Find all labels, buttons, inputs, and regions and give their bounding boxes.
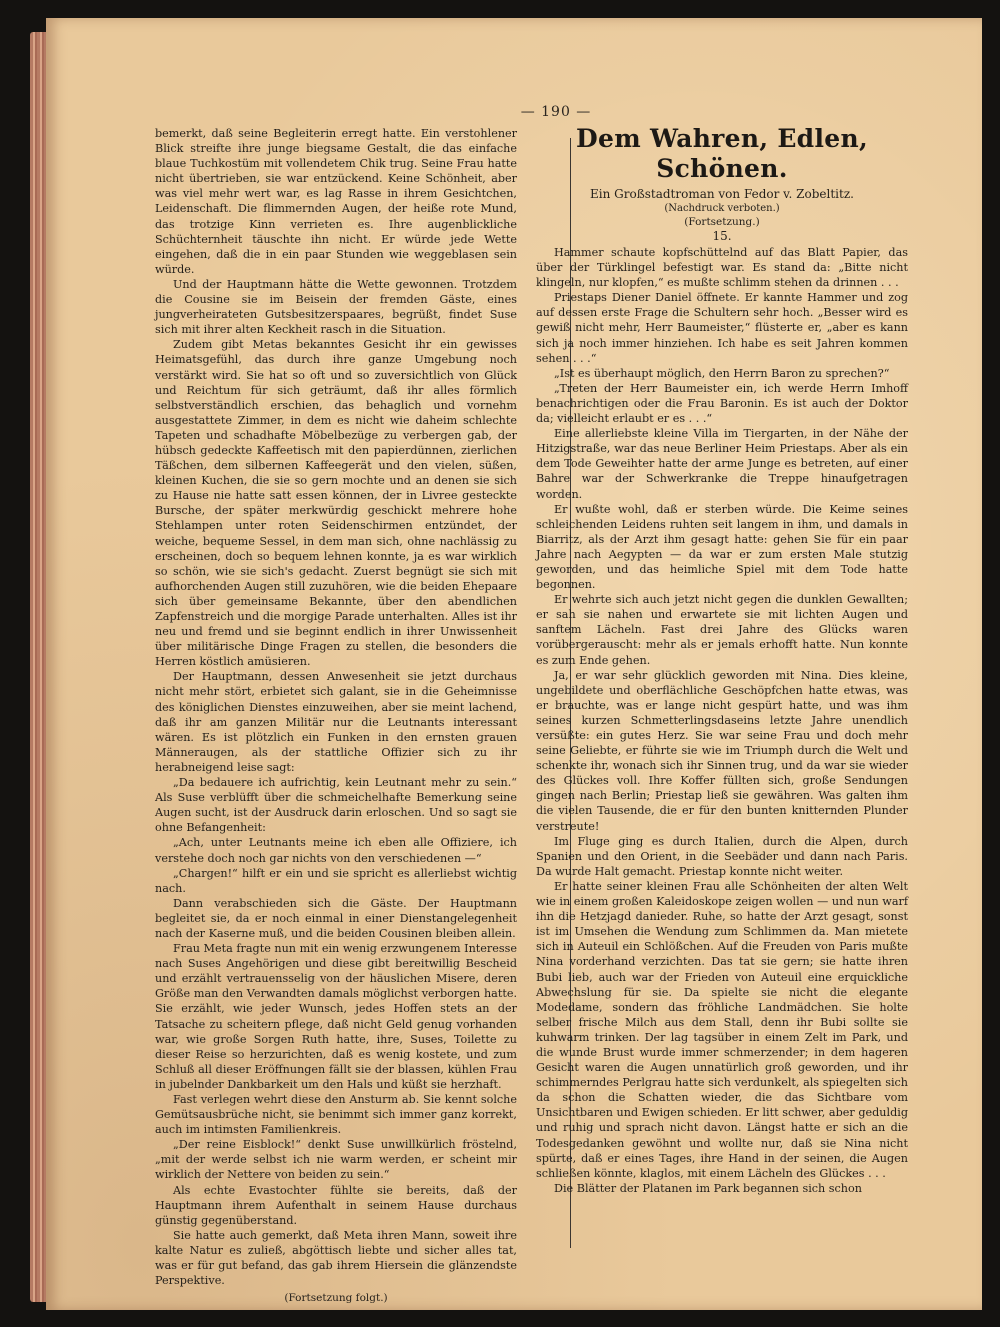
paragraph: Hammer schaute kopfschüttelnd auf das Blatt Papier, das über der Türklingel befestigt war. Es stand da: „Bitte nicht klingeln, nur klopfen,“ es mußte schlimm stehen da drinnen . . . (536, 246, 908, 290)
paragraph: Er wußte wohl, daß er sterben würde. Die Keime seines schleichenden Leidens ruhten seit langem in ihm, und damals in Biarritz, als der Arzt ihm gesagt hatte: gehen Sie für ein paar Jahre nach Aegypten — da war er zum ersten Male stutzig geworden, und das heimliche Spiel mit dem Tode hatte begonnen. (536, 502, 908, 592)
page-number: — 190 — (520, 104, 592, 120)
paragraph: Dann verabschieden sich die Gäste. Der Hauptmann begleitet sie, da er noch einmal in einer Dienstangelegenheit nach der Kaserne muß, und die beiden Cousinen bleiben allein. (155, 896, 517, 940)
continuation-label: (Fortsetzung.) (684, 216, 760, 228)
chapter-number: 15. (712, 229, 732, 243)
serial-subtitle: Ein Großstadtroman von Fedor v. Zobeltitz. (590, 187, 854, 201)
right-column (536, 122, 908, 1196)
paragraph: „Treten der Herr Baumeister ein, ich werde Herrn Imhoff benachrichtigen oder die Frau Baronin. Es ist auch der Doktor da; vielleicht erlaubt er es . . .“ (536, 381, 908, 426)
paragraph: Als echte Evastochter fühlte sie bereits, daß der Hauptmann ihrem Aufenthalt in seinem Hause durchaus günstig gegenüberstand. (155, 1183, 517, 1227)
paragraph: Im Fluge ging es durch Italien, durch die Alpen, durch Spanien und den Orient, in die Seebäder und dann nach Paris. Da wurde Halt gemacht. Priestap konnte nicht weiter. (536, 834, 908, 878)
paragraph: Er wehrte sich auch jetzt nicht gegen die dunklen Gewallten; er sah sie nahen und erwartete sie mit lichten Augen und sanftem Lächeln. Fast drei Jahre des Glücks waren vorübergerauscht: mehr als er jemals erhofft hatte. Nun konnte es zum Ende gehen. (536, 593, 908, 667)
continuation-note: (Fortsetzung folgt.) (284, 1292, 388, 1305)
paragraph: Fast verlegen wehrt diese den Ansturm ab. Sie kennt solche Gemütsausbrüche nicht, sie benimmt sich immer ganz korrekt, auch im intimsten Familienkreis. (155, 1093, 517, 1137)
paragraph: Er hatte seiner kleinen Frau alle Schönheiten der alten Welt wie in einem großen Kaleidoskope zeigen wollen — und nun warf ihn die Hetzjagd danieder. Ruhe, so hatte der Arzt gesagt, sonst ist im Umsehen die Wendung zum Schlimmen da. Man mietete sich in Auteuil ein Schlößchen. Auf die Freuden von Paris mußte Nina vorderhand verzichten. Das tat sie gern; sie hatte ihren Bubi lieb, auch war der Frieden von Auteuil eine erquickliche Abwechslung für sie. Da spielte sie nicht die elegante Modedame, sondern das fröhliche Landmädchen. Sie holte selber frische Milch aus dem Stall, denn ihr Bubi sollte sie kuhwarm trinken. Der lag tagsüber in einem Zelt im Park, und die wunde Brust wurde immer schmerzender; in dem hageren Gesicht waren die Augen unnatürlich groß geworden, und ihr schimmerndes Perlgrau hatte sich verdunkelt, als spiegelten sich da schon die Schatten wieder, die das Sichtbare vom Unsichtbaren und Ewigen schieden. Er litt schwer, aber geduldig und ruhig und sprach nicht davon. Längst hatte er sich an die Todesgedanken gewöhnt und wollte nur, daß sie Nina nicht spürte, daß er eines Tages, ihre Hand in der seinen, die Augen schließen könnte, klaglos, mit einem Lächeln des Glückes . . . (536, 879, 908, 1180)
paragraph: Und der Hauptmann hätte die Wette gewonnen. Trotzdem die Cousine sie im Beisein der fremden Gäste, eines jungverheirateten Gutsbesitzerspaares, begrüßt, findet Suse sich mit ihrer alten Keckheit rasch in die Situation. (155, 277, 517, 337)
paragraph: „Chargen!“ hilft er ein und sie spricht es allerliebst wichtig nach. (155, 866, 517, 895)
paragraph: Zudem gibt Metas bekanntes Gesicht ihr ein gewisses Heimatsgefühl, das durch ihre ganze Umgebung noch verstärkt wird. Sie hat so oft und so zuversichtlich von Glück und Reichtum für sich geträumt, daß ihr alles förmlich selbstverständlich erschien, das behaglich und vornehm ausgestattete Zimmer, in dem es nicht wie daheim schlechte Tapeten und schadhafte Möbelbezüge zu verbergen gab, der hübsch gedeckte Kaffeetisch mit den papierdünnen, zierlichen Täßchen, dem silbernen Kaffeegerät und den vielen, süßen, kleinen Kuchen, die sie so gern mochte und an denen sie sich zu Hause nie hatte satt essen können, der in Livree gesteckte Bursche, der später merkwürdig geschickt mehrere hohe Stehlampen unter roten Seidenschirmen entzündet, der weiche, bequeme Sessel, in dem man sich, ohne nachlässig zu erscheinen, doch so bequem lehnen konnte, ja es war wirklich so schön, wie sie sich's gedacht. Zuerst begnügt sie sich mit aufhorchenden Augen still zuzuhören, wie die beiden Ehepaare sich über gemeinsame Bekannte, über den abendlichen Zapfenstreich und die morgige Parade unterhalten. Alles ist ihr neu und fremd und sie beginnt endlich in ihrer Unwissenheit über militärische Dinge Fragen zu stellen, die besonders die Herren köstlich amüsieren. (155, 338, 517, 669)
left-column (155, 126, 517, 1306)
paragraph: „Ist es überhaupt möglich, den Herrn Baron zu sprechen?“ (554, 366, 890, 380)
paragraph: „Der reine Eisblock!“ denkt Suse unwillkürlich fröstelnd, „mit der werde selbst ich nie warm werden, er scheint mir wirklich der Nettere von beiden zu sein.“ (155, 1138, 517, 1182)
paragraph: Ja, er war sehr glücklich geworden mit Nina. Dies kleine, ungebildete und oberflächliche Geschöpfchen hatte etwas, was er brauchte, was er lange nicht gespürt hatte, und was ihm seines kurzen Schmetterlingsdaseins letzte Jahre unendlich versüßte: ein gutes Herz. Sie war seine Frau und doch mehr seine Geliebte, er führte sie wie im Triumph durch die Welt und schenkte ihr, wonach sich ihr Sinnen trug, und da war sie wieder des Glückes voll. Ihre Koffer füllten sich, große Sendungen gingen nach Berlin; Priestap ließ sie gewähren. Was galten ihm die vielen Tausende, die er für den bunten knitternden Plunder verstreute! (536, 668, 908, 833)
paragraph: „Da bedauere ich aufrichtig, kein Leutnant mehr zu sein.“ Als Suse verblüfft über die schmeichelhafte Bemerkung seine Augen sucht, ist der Ausdruck darin erloschen. Und so sagt sie ohne Befangenheit: (155, 776, 517, 835)
paragraph: Sie hatte auch gemerkt, daß Meta ihren Mann, soweit ihre kalte Natur es zuließ, abgöttisch liebte und sicher alles tat, was er für gut befand, das gab ihrem Hiersein die glänzendste Perspektive. (155, 1228, 517, 1288)
paragraph: Der Hauptmann, dessen Anwesenheit sie jetzt durchaus nicht mehr stört, erbietet sich galant, sie in die Geheimnisse des königlichen Dienstes einzuweihen, aber sie meint lachend, daß ihr am ganzen Militär nur die Leutnants interessant wären. Es ist plötzlich ein Funken in den ernsten grauen Männeraugen, als der stattliche Offizier sich zu ihr herabneigend leise sagt: (155, 670, 517, 774)
paragraph: Frau Meta fragte nun mit ein wenig erzwungenem Interesse nach Suses Angehörigen und diese gibt bereitwillig Bescheid und erzählt vertrauensselig von der häuslichen Misere, deren Größe man den Verwandten damals möglichst verborgen hatte. Sie erzählt, wie jeder Wunsch, jedes Hoffen stets an der Tatsache zu scheitern pflege, daß nicht Geld genug vorhanden war, wie große Sorgen Ruth hatte, ihre, Suses, Toilette zu dieser Reise so herzurichten, daß es wenig kostete, und zum Schluß all dieser Eröffnungen fällt sie der blassen, kühlen Frau in jubelnder Dankbarkeit um den Hals und küßt sie herzhaft. (155, 942, 517, 1091)
paragraph: Priestaps Diener Daniel öffnete. Er kannte Hammer und zog auf dessen erste Frage die Schultern sehr hoch. „Besser wird es gewiß nicht mehr, Herr Baumeister,“ flüsterte er, „aber es kann sich ja noch immer hinziehen. Ich habe es seit Jahren kommen sehen . . .“ (536, 291, 908, 365)
paragraph: bemerkt, daß seine Begleiterin erregt hatte. Ein verstohlener Blick streifte ihre junge biegsame Gestalt, die das einfache blaue Tuchkostüm mit vollendetem Chik trug. Seine Frau hatte nicht übertrieben, sie war entzückend. Keine Schönheit, aber was viel mehr wert war, es lag Rasse in ihrem Gesichtchen, Leidenschaft. Die flimmernden Augen, der heiße rote Mund, das trotzige Kinn verrieten es. Ihre augenblickliche Schüchternheit täuschte ihn nicht. Er würde jede Wette eingehen, daß die in ein paar Stunden wie weggeblasen sein würde. (155, 127, 517, 276)
reprint-note: (Nachdruck verboten.) (664, 203, 780, 214)
serial-title: Dem Wahren, Edlen, Schönen. (576, 124, 868, 183)
paragraph: „Ach, unter Leutnants meine ich eben alle Offiziere, ich verstehe doch noch gar nichts von den verschiedenen —“ (155, 836, 517, 865)
paragraph: Die Blätter der Platanen im Park begannen sich schon (554, 1181, 862, 1195)
paragraph: Eine allerliebste kleine Villa im Tiergarten, in der Nähe der Hitzigstraße, war das neue Berliner Heim Priestaps. Aber als ein dem Tode Geweihter hatte der arme Junge es betreten, auf einer Bahre war der Schwerkranke die Treppe hinaufgetragen worden. (536, 427, 908, 501)
